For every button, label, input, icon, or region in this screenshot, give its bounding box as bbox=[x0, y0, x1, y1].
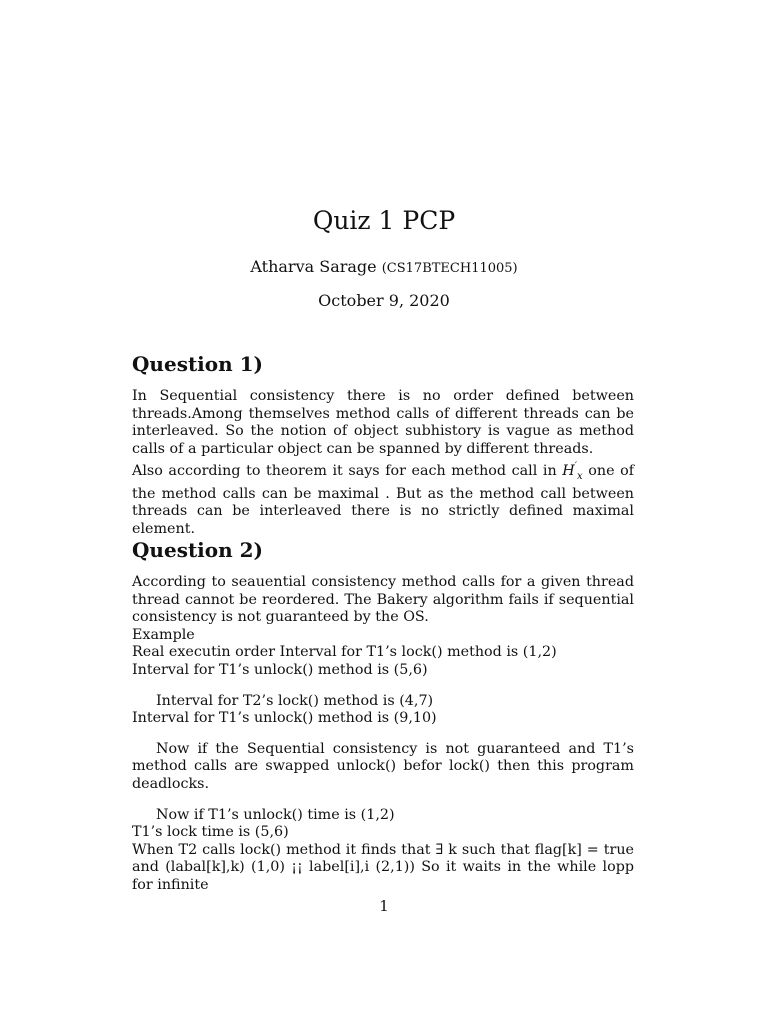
t1-unlock-time-line: Now if T1’s unlock() time is (1,2) bbox=[156, 806, 395, 823]
t2-lock-paragraph: When T2 calls lock() method it finds that ∃ k such that flag[k] = true and (labal[k],k) (1,0) ¡¡ label[i],i (2,1)) So it waits in the while lopp for infinite bbox=[132, 841, 634, 893]
author-name: Atharva Sarage bbox=[250, 257, 377, 276]
real-execution-line: Real executin order Interval for T1’s lock() method is (1,2) bbox=[132, 644, 557, 661]
q1-paragraph-2-end: one of the method calls can be maximal . But as the method call between threads can be interleaved there is no strictly defined maximal element. bbox=[132, 463, 635, 537]
q1-paragraph-2 bbox=[132, 458, 634, 538]
q2-paragraph-1: According to seauential consistency method calls for a given thread thread cannot be reordered. The Bakery algorithm fails if sequential consistency is not guaranteed by the OS. bbox=[132, 574, 634, 626]
question-1-heading: Question 1) bbox=[132, 352, 264, 376]
deadlock-paragraph: Now if the Sequential consistency is not guaranteed and T1’s method calls are swapped unlock() befor lock() then this program deadlocks. bbox=[132, 740, 634, 792]
math-h-prime-x bbox=[562, 461, 583, 482]
page-number: 1 bbox=[379, 897, 389, 915]
question-1-body bbox=[132, 388, 634, 538]
t2-lock-interval-line: Interval for T2’s lock() method is (4,7) bbox=[156, 692, 434, 709]
paragraph-gap bbox=[132, 680, 634, 693]
author-line bbox=[0, 256, 768, 280]
question-2-heading: Question 2) bbox=[132, 538, 264, 562]
t1-unlock-interval-line: Interval for T1’s unlock() method is (5,6) bbox=[132, 661, 428, 678]
q1-paragraph-1: In Sequential consistency there is no order defined between threads.Among themselves method calls of different threads can be interleaved. So the notion of object subhistory is vague as method calls of a particular object can be spanned by different threads. bbox=[132, 388, 634, 457]
paragraph-gap bbox=[132, 794, 634, 807]
example-label: Example bbox=[132, 626, 195, 643]
q1-paragraph-2-start: Also according to theorem it says for each method call in bbox=[132, 463, 557, 480]
math-subscript: x bbox=[577, 471, 583, 482]
paragraph-gap bbox=[132, 728, 634, 741]
math-superscript: ′ bbox=[574, 461, 578, 473]
t1-unlock-interval-line-2: Interval for T1’s unlock() method is (9,10) bbox=[132, 710, 437, 727]
question-2-body bbox=[132, 574, 634, 895]
document-title: Quiz 1 PCP bbox=[312, 206, 456, 235]
math-base: H bbox=[562, 463, 575, 480]
author-roll-number: (CS17BTECH11005) bbox=[381, 261, 518, 276]
t1-lock-time-line: T1’s lock time is (5,6) bbox=[132, 824, 289, 841]
document-date: October 9, 2020 bbox=[318, 291, 450, 310]
